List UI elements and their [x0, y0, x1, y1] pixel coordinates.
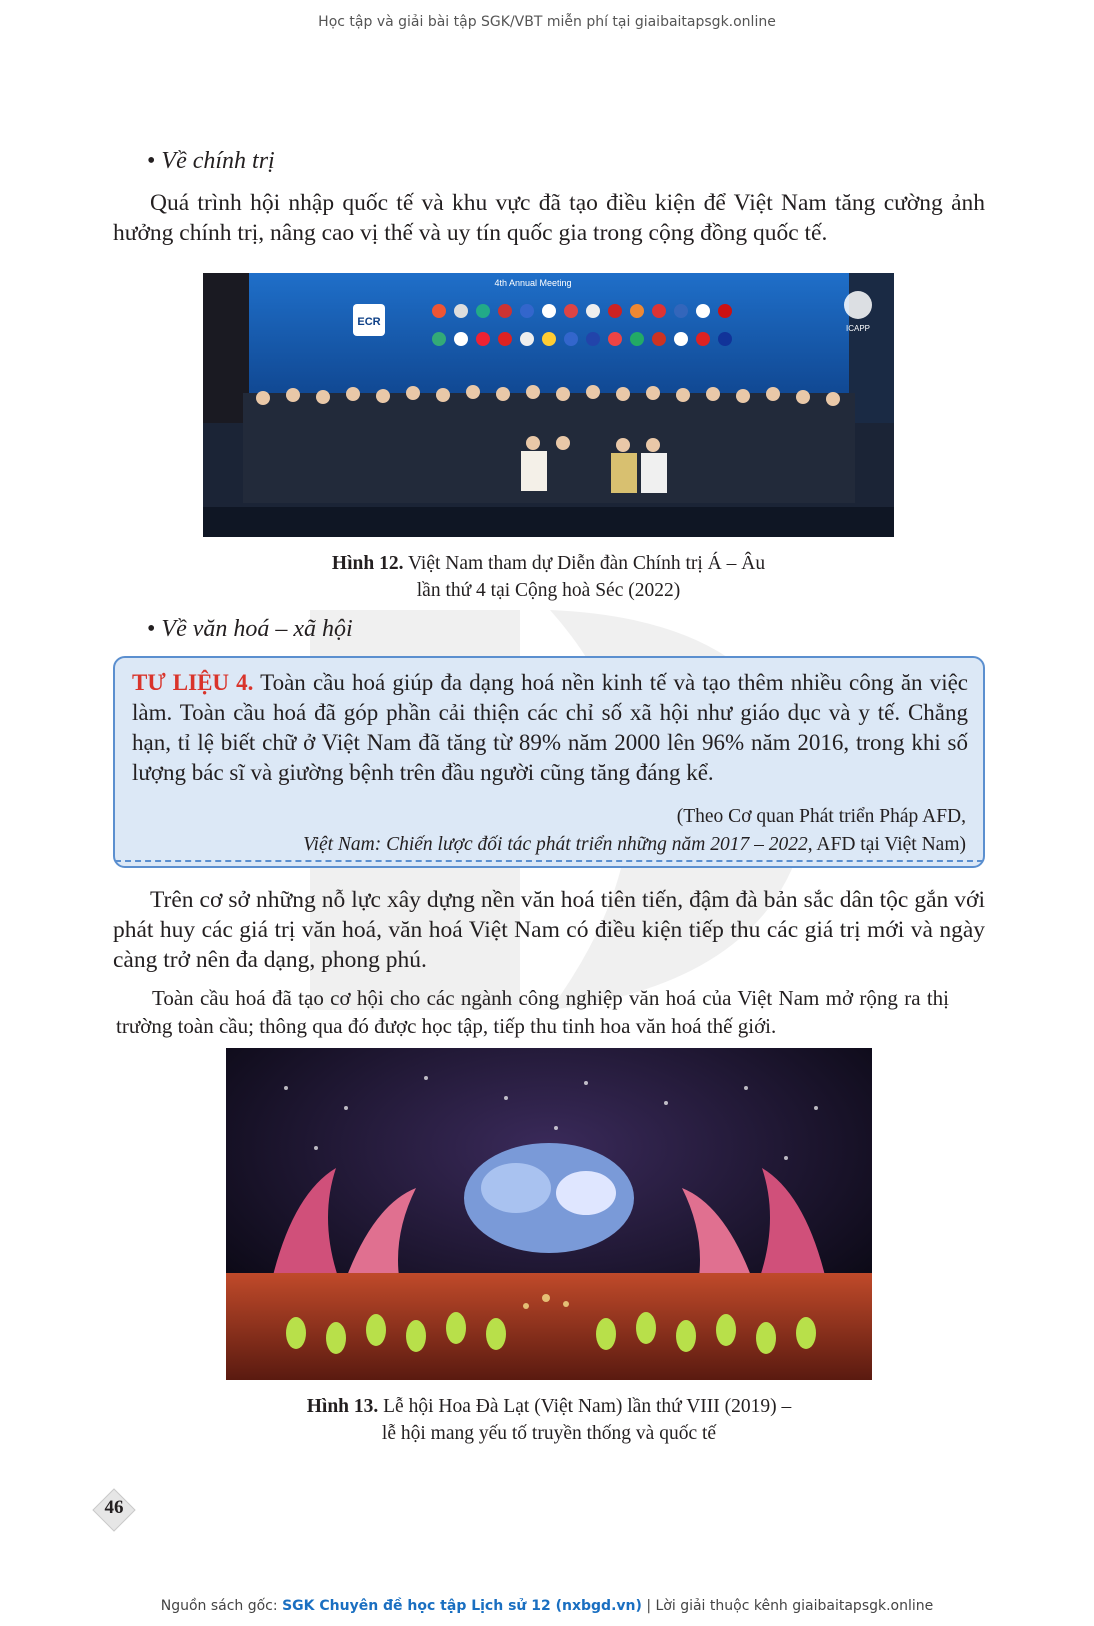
figure-12-caption-line2: lần thứ 4 tại Cộng hoà Séc (2022)	[416, 580, 681, 601]
page-number: 46	[104, 1497, 124, 1518]
footer	[0, 1598, 1094, 1614]
top-banner: Học tập và giải bài tập SGK/VBT miễn phí tại giaibaitapsgk.online	[318, 14, 776, 30]
flower-festival-photo	[226, 1048, 872, 1380]
source-citation-tail: , AFD tại Việt Nam)	[807, 834, 966, 855]
culture-paragraph-1: Trên cơ sở những nỗ lực xây dựng nền văn hoá tiên tiến, đậm đà bản sắc dân tộc gắn với phát huy các giá trị văn hoá, văn hoá Việt Nam có điều kiện tiếp thu các giá trị mới và ngày càng trở nên đa dạng, phong phú.	[113, 887, 985, 973]
footer-prefix: Nguồn sách gốc:	[160, 1598, 283, 1614]
figure-12-label: Hình 12.	[331, 553, 404, 574]
footer-book-link[interactable]: SGK Chuyên đề học tập Lịch sử 12 (nxbgd.vn)	[282, 1598, 642, 1614]
figure-13-caption-text1: Lễ hội Hoa Đà Lạt (Việt Nam) lần thứ VIII (2019) –	[383, 1396, 792, 1417]
footer-suffix: | Lời giải thuộc kênh giaibaitapsgk.online	[641, 1598, 934, 1614]
group-of-delegates	[243, 385, 855, 503]
conference-group-photo	[203, 273, 894, 537]
source-document-text	[132, 668, 968, 788]
politics-heading-text: Về chính trị	[161, 148, 275, 174]
figure-13-caption	[226, 1393, 872, 1447]
culture-paragraph-2: Toàn cầu hoá đã tạo cơ hội cho các ngành công nghiệp văn hoá của Việt Nam mở rộng ra thị trường toàn cầu; thông qua đó được học tập, tiếp thu tinh hoa văn hoá thế giới.	[116, 986, 949, 1038]
icapp-logo-icon	[844, 291, 872, 319]
culture-heading-text: Về văn hoá – xã hội	[161, 616, 353, 642]
figure-13-label: Hình 13.	[306, 1396, 379, 1417]
figure-12-photo	[203, 273, 894, 537]
icapp-logo-text: ICAPP	[845, 324, 871, 333]
meeting-banner-text: 4th Annual Meeting	[494, 278, 572, 288]
figure-13-caption-line1	[226, 1393, 872, 1420]
source-document-label: TƯ LIỆU 4.	[132, 670, 254, 695]
figure-12-caption	[203, 550, 894, 604]
source-citation-line2	[303, 834, 966, 856]
ecr-logo-text: ECR	[357, 316, 381, 328]
figure-12-caption-text1: Việt Nam tham dự Diễn đàn Chính trị Á – Âu	[407, 553, 766, 574]
source-citation-book-title: Việt Nam: Chiến lược đối tác phát triển những năm 2017 – 2022	[303, 834, 808, 855]
figure-13-photo	[226, 1048, 872, 1380]
figure-13-caption-line2: lễ hội mang yếu tố truyền thống và quốc tế	[381, 1423, 717, 1444]
figure-12-caption-line1	[203, 550, 894, 577]
source-citation-line1: (Theo Cơ quan Phát triển Pháp AFD,	[676, 806, 966, 827]
source-document-body: Toàn cầu hoá giúp đa dạng hoá nền kinh tế và tạo thêm nhiều công ăn việc làm. Toàn cầu hoá đã góp phần cải thiện các chỉ số xã hội như giáo dục và y tế. Chẳng hạn, tỉ lệ biết chữ ở Việt Nam đã tăng từ 89% năm 2000 lên 96% năm 2016, trong khi số lượng bác sĩ và giường bệnh trên đầu người cũng tăng đáng kể.	[132, 670, 969, 785]
politics-paragraph: Quá trình hội nhập quốc tế và khu vực đã tạo điều kiện để Việt Nam tăng cường ảnh hưởng chính trị, nâng cao vị thế và uy tín quốc gia trong cộng đồng quốc tế.	[113, 190, 985, 246]
source-box-dashed-line	[115, 860, 983, 862]
politics-heading: • Về chính trị	[147, 148, 275, 174]
culture-heading: • Về văn hoá – xã hội	[147, 616, 353, 642]
